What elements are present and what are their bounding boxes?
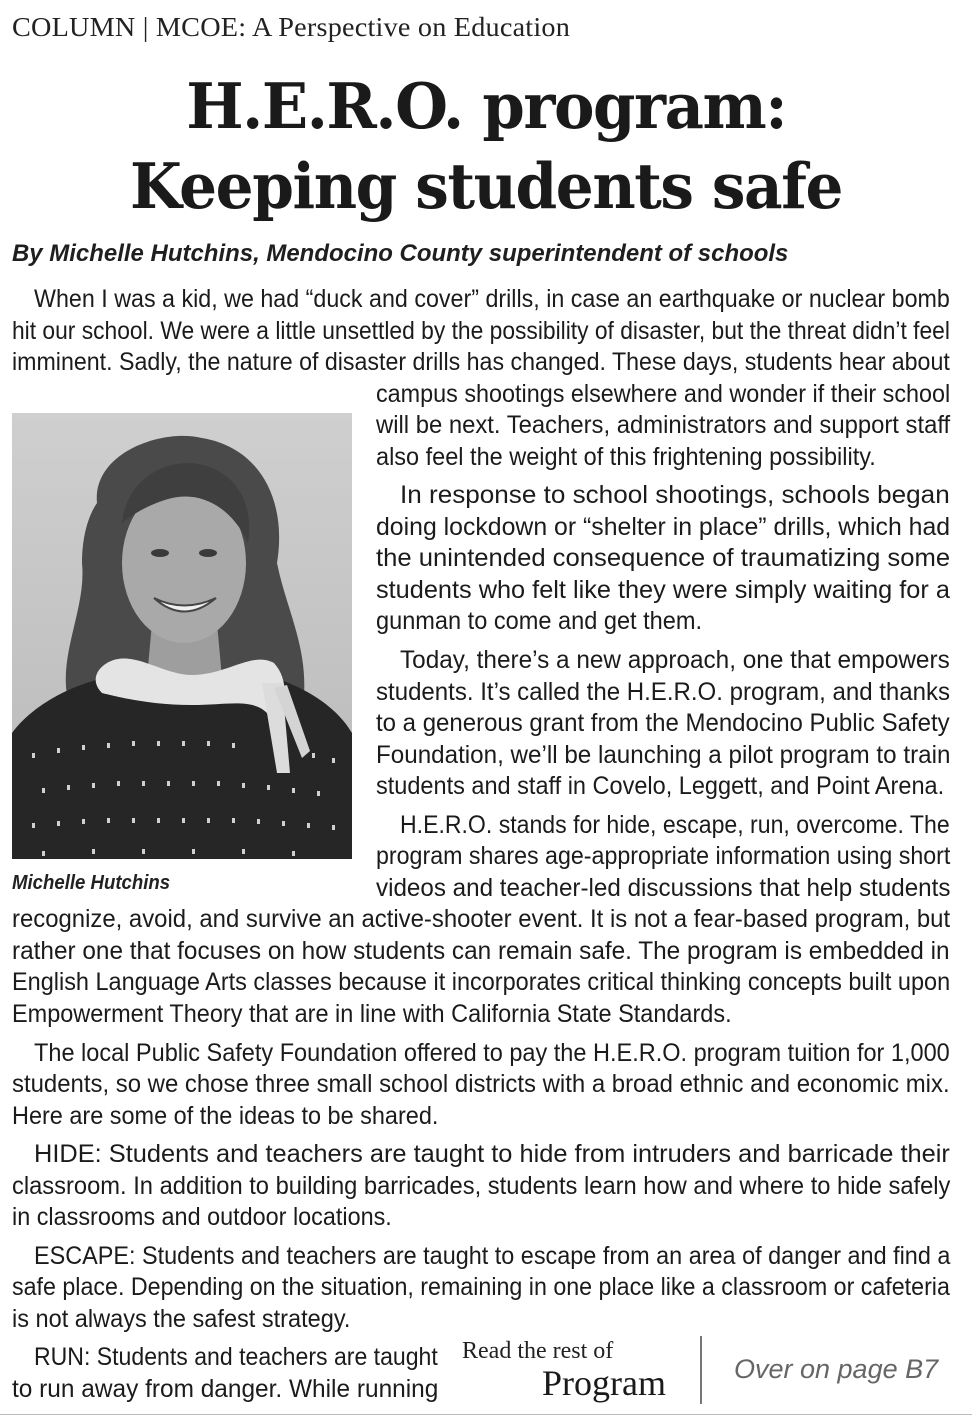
promo-title[interactable]: Program: [542, 1363, 666, 1403]
headline-line-2: Keeping students safe: [129, 149, 843, 223]
body-line: Empowerment Theory that are in line with California State Standards.: [12, 1000, 732, 1028]
body-line: program shares age-appropriate information using short: [376, 842, 951, 870]
body-line: gunman to come and get them.: [376, 607, 703, 635]
body-line: The local Public Safety Foundation offered to pay the H.E.R.O. program tuition for 1,000: [34, 1039, 950, 1067]
body-line: students, so we chose three small school districts with a broad ethnic and economic mix.: [12, 1070, 950, 1098]
byline: By Michelle Hutchins, Mendocino County superintendent of schools: [12, 240, 789, 267]
body-line: the unintended consequence of traumatizing some: [376, 544, 951, 572]
body-line: recognize, avoid, and survive an active-shooter event. It is not a fear-based program, but: [12, 905, 951, 933]
body-line: students and staff in Covelo, Leggett, and Point Arena.: [376, 772, 945, 800]
kicker: COLUMN | MCOE: A Perspective on Education: [12, 12, 571, 42]
body-line: to a generous grant from the Mendocino Public Safety: [376, 709, 950, 737]
bottom-rule: [0, 1414, 972, 1415]
body-line: Foundation, we’ll be launching a pilot program to train: [376, 741, 951, 769]
body-line: RUN: Students and teachers are taught: [34, 1343, 438, 1371]
body-line: In response to school shootings, schools began: [400, 481, 950, 509]
promo-page-ref[interactable]: Over on page B7: [734, 1354, 939, 1384]
author-photo: [12, 413, 352, 859]
body-line: doing lockdown or “shelter in place” drills, which had: [376, 513, 951, 541]
body-line: students who felt like they were simply waiting for a: [376, 576, 950, 604]
headline-line-1: H.E.R.O. program:: [185, 69, 787, 143]
body-line: safe place. Depending on the situation, remaining in one place like a classroom or cafeteria: [12, 1273, 950, 1301]
body-line: to run away from danger. While running: [12, 1375, 439, 1403]
photo-caption: Michelle Hutchins: [12, 872, 171, 894]
body-line: imminent. Sadly, the nature of disaster drills has changed. These days, students hear about: [12, 348, 950, 376]
body-line: When I was a kid, we had “duck and cover” drills, in case an earthquake or nuclear bomb: [34, 285, 950, 313]
body-line: campus shootings elsewhere and wonder if their school: [376, 380, 951, 408]
body-line: ESCAPE: Students and teachers are taught to escape from an area of danger and find a: [34, 1242, 951, 1270]
body-line: hit our school. We were a little unsettled by the possibility of disaster, but the threat didn’t feel: [12, 317, 950, 345]
body-line: rather one that focuses on how students can remain safe. The program is embedded in: [12, 937, 950, 965]
body-line: classroom. In addition to building barricades, students learn how and where to hide safely: [12, 1172, 951, 1200]
body-line: also feel the weight of this frightening possibility.: [376, 443, 876, 471]
body-line: Today, there’s a new approach, one that empowers: [400, 646, 950, 674]
body-line: Here are some of the ideas to be shared.: [12, 1102, 439, 1130]
body-line: videos and teacher-led discussions that help students: [376, 874, 951, 902]
promo-divider: [700, 1336, 702, 1404]
body-line: is not always the safest strategy.: [12, 1305, 351, 1333]
body-line: HIDE: Students and teachers are taught to hide from intruders and barricade their: [34, 1140, 950, 1168]
headline: [0, 66, 972, 226]
body-line: will be next. Teachers, administrators and support staff: [376, 411, 951, 439]
promo-lead: Read the rest of: [462, 1338, 614, 1364]
body-line: H.E.R.O. stands for hide, escape, run, overcome. The: [400, 811, 950, 839]
body-line: in classrooms and outdoor locations.: [12, 1203, 392, 1231]
body-line: English Language Arts classes because it incorporates critical thinking concepts built upon: [12, 968, 951, 996]
body-line: students. It’s called the H.E.R.O. program, and thanks: [376, 678, 951, 706]
